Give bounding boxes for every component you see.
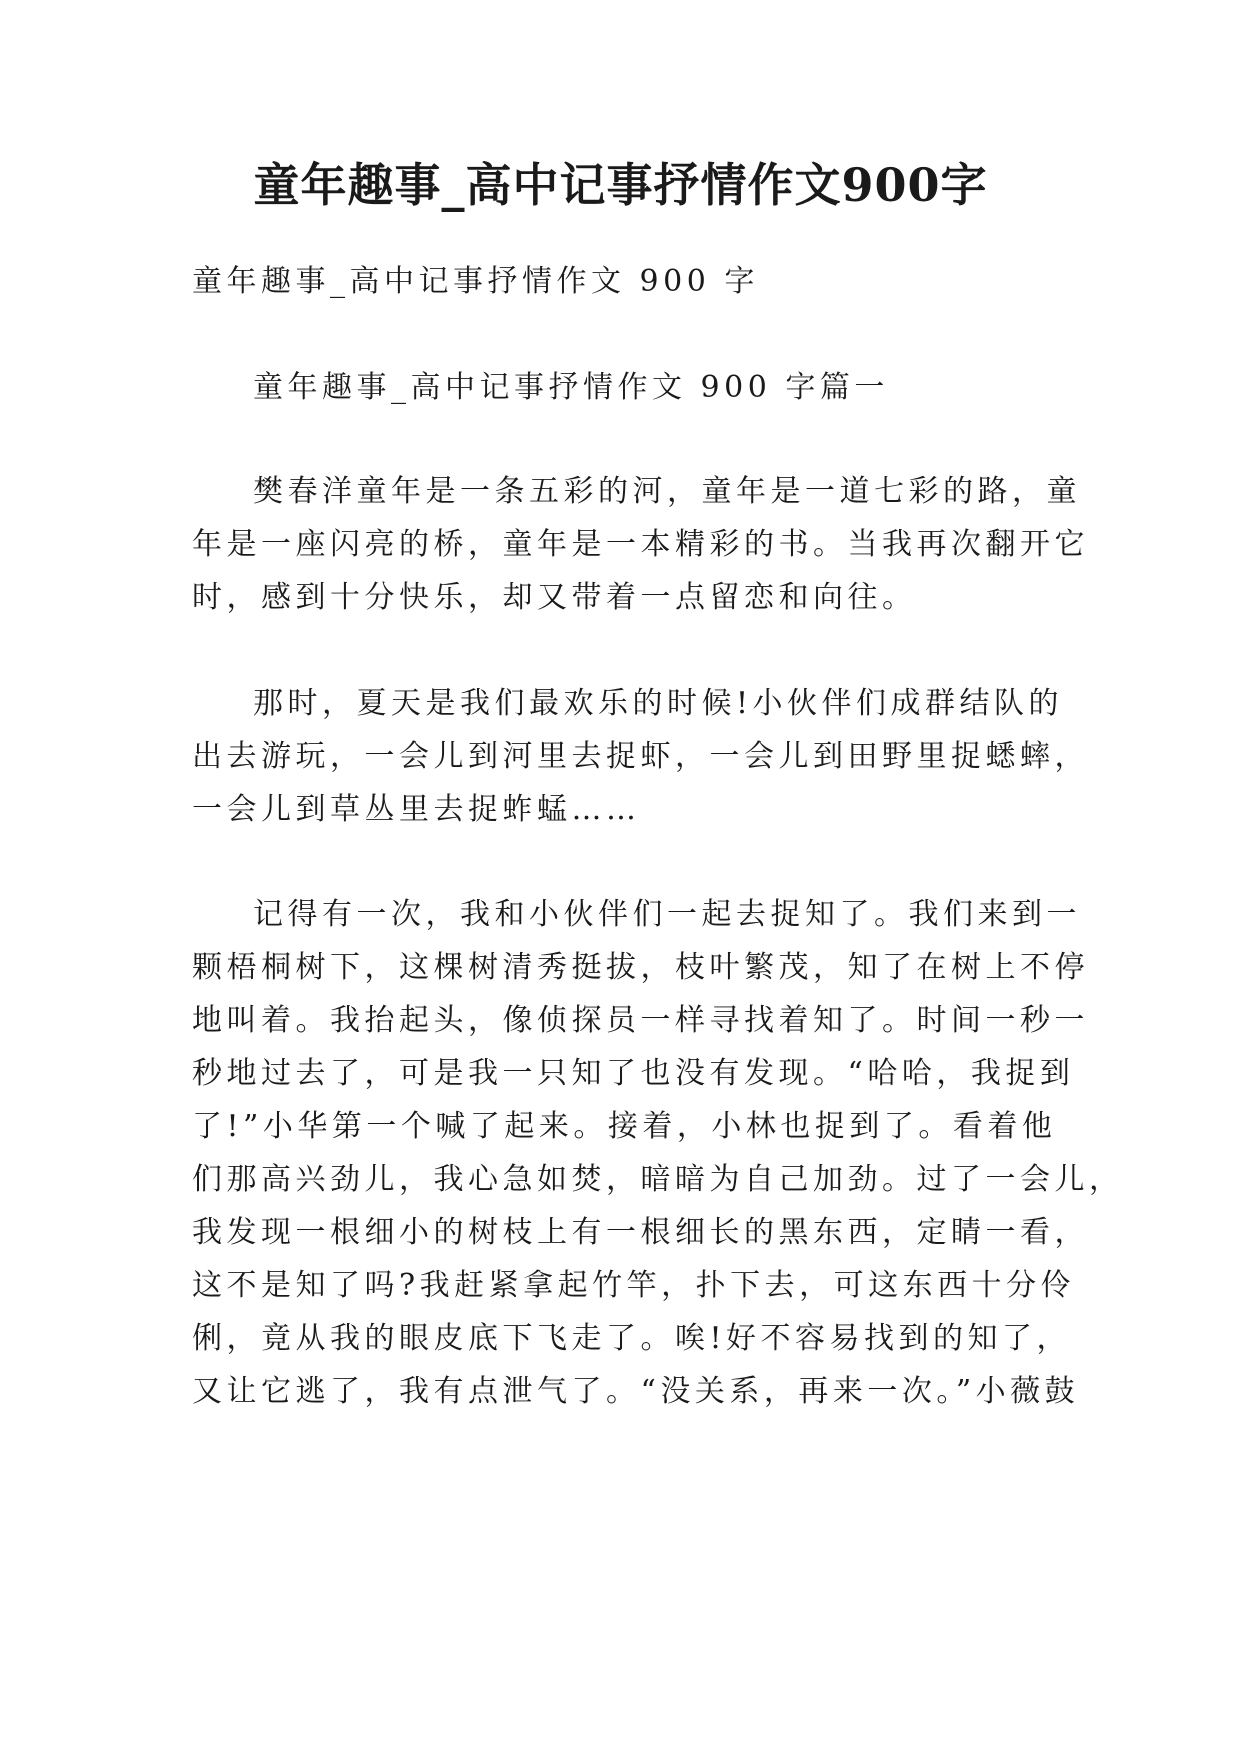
paragraph-1-line-3: 时，感到十分快乐，却又带着一点留恋和向往。 [192, 580, 917, 615]
paragraph-3-line-1: 记得有一次，我和小伙伴们一起去捉知了。我们来到一 [253, 897, 1081, 932]
paragraph-3-line-2: 颗梧桐树下，这棵树清秀挺拔，枝叶繁茂，知了在树上不停 [192, 950, 1089, 985]
paragraph-1-line-2: 年是一座闪亮的桥，童年是一本精彩的书。当我再次翻开它 [192, 527, 1089, 562]
paragraph-3-line-9: 俐，竟从我的眼皮底下飞走了。唉!好不容易找到的知了， [192, 1321, 1072, 1356]
paragraph-3-line-7: 我发现一根细小的树枝上有一根细长的黑东西，定睛一看， [192, 1215, 1089, 1250]
document-title: 童年趣事_高中记事抒情作文900字 [253, 158, 988, 212]
paragraph-3-line-6: 们那高兴劲儿，我心急如焚，暗暗为自己加劲。过了一会儿， [192, 1162, 1124, 1197]
paragraph-3-line-10: 又让它逃了，我有点泄气了。“没关系，再来一次。”小薇鼓 [192, 1374, 1080, 1409]
paragraph-2-line-1: 那时，夏天是我们最欢乐的时候!小伙伴们成群结队的 [253, 686, 1064, 721]
paragraph-3-line-3: 地叫着。我抬起头，像侦探员一样寻找着知了。时间一秒一 [192, 1003, 1089, 1038]
paragraph-3-line-8: 这不是知了吗?我赶紧拿起竹竿，扑下去，可这东西十分伶 [192, 1268, 1076, 1303]
paragraph-3-line-4: 秒地过去了，可是我一只知了也没有发现。“哈哈，我捉到 [192, 1056, 1075, 1091]
paragraph-3-line-5: 了!”小华第一个喊了起来。接着，小林也捉到了。看着他 [192, 1109, 1057, 1144]
paragraph-2-line-2: 出去游玩，一会儿到河里去捉虾，一会儿到田野里捉蟋蟀， [192, 739, 1089, 774]
paragraph-2-line-3: 一会儿到草丛里去捉蚱蜢…… [192, 792, 641, 827]
paragraph-1-line-1: 樊春洋童年是一条五彩的河，童年是一道七彩的路，童 [253, 474, 1081, 509]
document-subtitle: 童年趣事_高中记事抒情作文 900 字 [192, 264, 759, 299]
section-heading: 童年趣事_高中记事抒情作文 900 字篇一 [253, 370, 889, 405]
